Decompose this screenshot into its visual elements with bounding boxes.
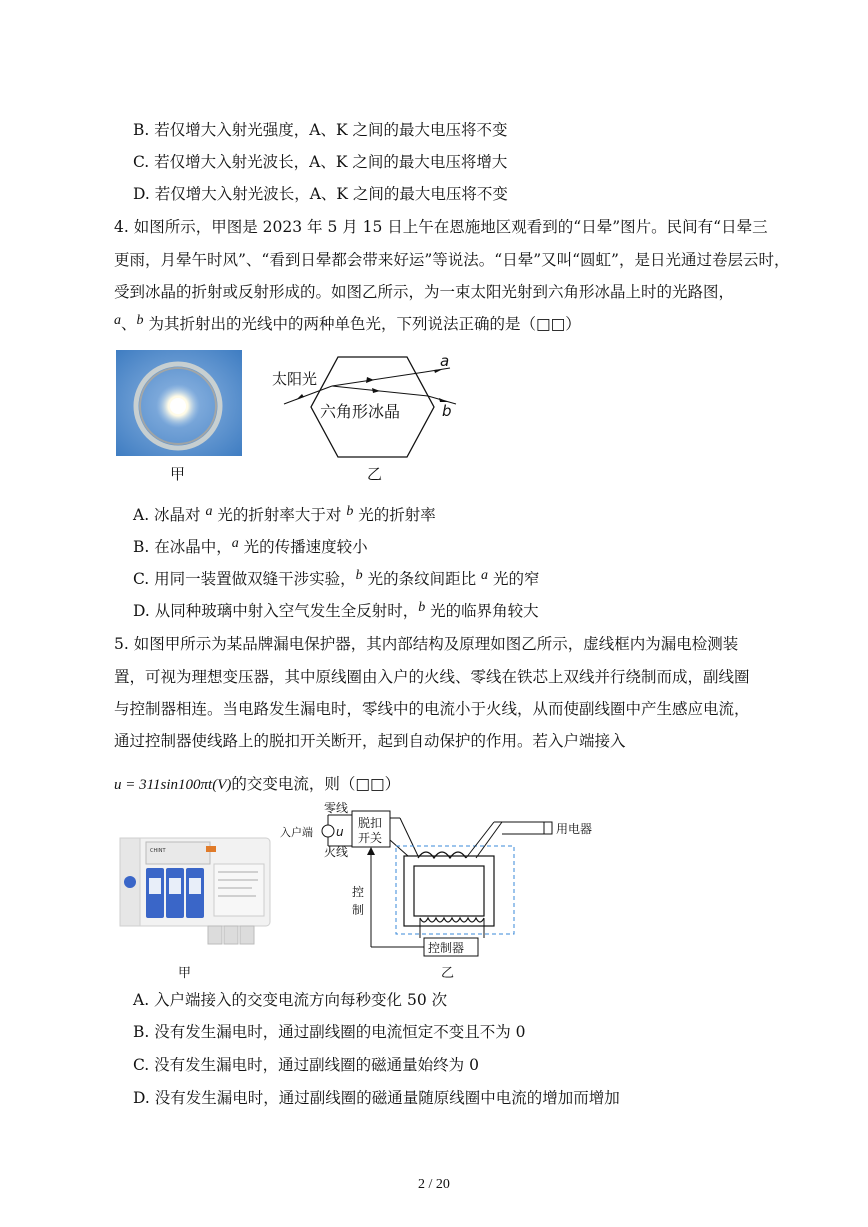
q4-option-d	[133, 599, 539, 621]
q5-stem-line3: 与控制器相连。当电路发生漏电时，零线中的电流小于火线，从而使副线圈中产生感应电流，	[114, 700, 750, 718]
var-b: b	[136, 313, 144, 328]
page-number: 2 / 20	[418, 1177, 450, 1192]
label-trip2: 开关	[358, 831, 383, 845]
opt-text: 光的传播速度较小	[238, 538, 368, 556]
var-a: a	[114, 313, 121, 328]
label-ray-b: b	[442, 402, 452, 420]
q4-stem-line1: 4. 如图所示，甲图是 2023 年 5 月 15 日上午在恩施地区观看到的“日晕”图片。民间有“日晕三	[114, 218, 768, 236]
label-controller: 控制器	[428, 941, 465, 955]
label-neutral: 零线	[324, 801, 349, 815]
q5-option-c: C. 没有发生漏电时，通过副线圈的磁通量始终为 0	[133, 1056, 479, 1074]
q5-option-d: D. 没有发生漏电时，通过副线圈的磁通量随原线圈中电流的增加而增加	[133, 1089, 620, 1107]
opt-text: 光的折射率大于对	[212, 506, 347, 524]
leakage-breaker-photo	[116, 834, 271, 954]
label-ray-a: a	[440, 352, 450, 370]
opt-text: 光的条纹间距比	[362, 570, 482, 588]
var-b: b	[346, 504, 354, 519]
brand-label: CHINT	[150, 848, 166, 854]
var-a: a	[481, 568, 489, 583]
formula: u = 311sin100πt(V)	[114, 777, 232, 793]
q4-stem-line4	[114, 312, 581, 334]
fig-caption-yi: 乙	[441, 966, 455, 981]
ice-crystal-diagram	[270, 352, 470, 462]
q3-option-d: D. 若仅增大入射光波长，A、K 之间的最大电压将不变	[133, 185, 508, 203]
label-trip1: 脱扣	[358, 816, 383, 830]
sun-halo-photo	[116, 350, 242, 456]
q4-stem-tail: 为其折射出的光线中的两种单色光，下列说法正确的是（□□）	[143, 315, 581, 333]
opt-text: A. 冰晶对	[133, 506, 206, 524]
q5-option-b: B. 没有发生漏电时，通过副线圈的电流恒定不变且不为 0	[133, 1023, 526, 1041]
q4-option-a	[133, 503, 436, 525]
q4-stem-line2: 更雨，月晕午时风”、“看到日晕都会带来好运”等说法。“日晕”又叫“圆虹”，是日光通过卷层云时，	[114, 251, 790, 269]
label-live: 火线	[324, 845, 349, 859]
fig-caption-jia: 甲	[178, 966, 192, 981]
q4-option-c	[133, 567, 539, 589]
var-a: a	[231, 536, 239, 551]
var-a: a	[205, 504, 213, 519]
opt-text: B. 在冰晶中，	[133, 538, 232, 556]
label-control2: 制	[352, 903, 365, 917]
q5-stem-tail: 的交变电流，则（□□）	[231, 775, 401, 793]
separator: 、	[121, 315, 137, 333]
q4-stem-line3: 受到冰晶的折射或反射形成的。如图乙所示，为一束太阳光射到六角形冰晶上时的光路图，	[114, 283, 735, 301]
opt-text: D. 从同种玻璃中射入空气发生全反射时，	[133, 602, 419, 620]
opt-text: C. 用同一装置做双缝干涉实验，	[133, 570, 356, 588]
label-input: 入户端	[280, 826, 313, 839]
q4-option-b	[133, 535, 368, 557]
q5-stem-line2: 置，可视为理想变压器，其中原线圈由入户的火线、零线在铁芯上双线并行绕制而成，副线圈	[114, 668, 750, 686]
q3-option-c: C. 若仅增大入射光波长，A、K 之间的最大电压将增大	[133, 153, 508, 171]
opt-text: 光的折射率	[353, 506, 436, 524]
q5-option-a: A. 入户端接入的交变电流方向每秒变化 50 次	[133, 991, 448, 1009]
label-crystal: 六角形冰晶	[320, 402, 401, 421]
q3-option-b: B. 若仅增大入射光强度，A、K 之间的最大电压将不变	[133, 121, 508, 139]
q5-stem-line5	[114, 772, 400, 794]
fig-caption-yi: 乙	[367, 465, 383, 483]
label-u: u	[336, 825, 344, 839]
opt-text: 光的窄	[488, 570, 540, 588]
leakage-circuit-diagram	[278, 800, 628, 962]
opt-text: 光的临界角较大	[425, 602, 539, 620]
q5-stem-line4: 通过控制器使线路上的脱扣开关断开，起到自动保护的作用。若入户端接入	[114, 732, 626, 750]
label-control1: 控	[352, 885, 365, 899]
var-b: b	[355, 568, 363, 583]
label-sunlight: 太阳光	[272, 370, 318, 388]
q5-stem-line1: 5. 如图甲所示为某品牌漏电保护器，其内部结构及原理如图乙所示，虚线框内为漏电检测装	[114, 635, 739, 653]
var-b: b	[418, 600, 426, 615]
label-appliance: 用电器	[556, 822, 593, 836]
fig-caption-jia: 甲	[170, 465, 186, 483]
